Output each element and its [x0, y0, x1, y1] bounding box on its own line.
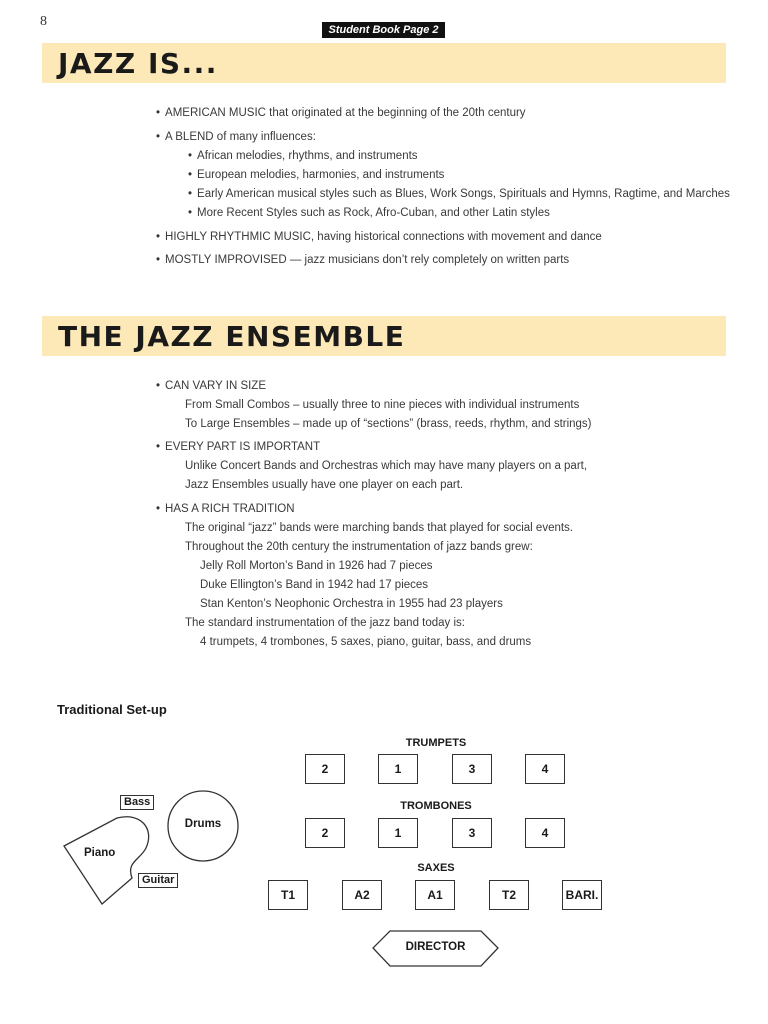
- jazz-is-heading: JAZZ IS...: [58, 47, 218, 80]
- list-item: The original “jazz” bands were marching bands that played for social events.: [185, 522, 574, 534]
- director-label: DIRECTOR: [405, 941, 466, 953]
- list-item: • AMERICAN MUSIC that originated at the beginning of the 20th century: [156, 107, 526, 119]
- book-page-tag: Student Book Page 2: [322, 22, 445, 38]
- list-item: • EVERY PART IS IMPORTANT: [156, 441, 320, 453]
- trombones-label: TROMBONES: [400, 800, 472, 812]
- list-item: Throughout the 20th century the instrumentation of jazz bands grew:: [185, 541, 533, 553]
- trumpet-seat-4: 4: [525, 754, 565, 784]
- sax-seat-a2: A2: [342, 880, 382, 910]
- list-item: • CAN VARY IN SIZE: [156, 380, 266, 392]
- list-item: • European melodies, harmonies, and instruments: [188, 169, 444, 181]
- list-item: Stan Kenton’s Neophonic Orchestra in 1955 had 23 players: [200, 598, 503, 610]
- list-item: Duke Ellington’s Band in 1942 had 17 pieces: [200, 579, 429, 591]
- trombone-seat-3: 3: [452, 818, 492, 848]
- list-item: • Early American musical styles such as Blues, Work Songs, Spirituals and Hymns, Ragtime, and Marches: [188, 188, 730, 200]
- trombone-seat-2: 2: [305, 818, 345, 848]
- bass-label: Bass: [120, 795, 154, 810]
- trumpets-label: TRUMPETS: [405, 737, 467, 749]
- drums-label: Drums: [184, 818, 222, 830]
- list-item: To Large Ensembles – made up of “sections” (brass, reeds, rhythm, and strings): [185, 418, 592, 430]
- sax-seat-t2: T2: [489, 880, 529, 910]
- trombone-seat-4: 4: [525, 818, 565, 848]
- piano-label: Piano: [84, 847, 116, 859]
- list-item: Jelly Roll Morton’s Band in 1926 had 7 pieces: [200, 560, 433, 572]
- trumpet-seat-1: 1: [378, 754, 418, 784]
- list-item: From Small Combos – usually three to nine pieces with individual instruments: [185, 399, 580, 411]
- list-item: • A BLEND of many influences:: [156, 131, 316, 143]
- piano-outline: [64, 817, 149, 904]
- guitar-label: Guitar: [138, 873, 178, 888]
- list-item: 4 trumpets, 4 trombones, 5 saxes, piano, guitar, bass, and drums: [200, 636, 532, 648]
- list-item: Unlike Concert Bands and Orchestras which may have many players on a part,: [185, 460, 588, 472]
- trumpet-seat-2: 2: [305, 754, 345, 784]
- sax-seat-a1: A1: [415, 880, 455, 910]
- jazz-ensemble-heading: THE JAZZ ENSEMBLE: [58, 320, 406, 353]
- sax-seat-t1: T1: [268, 880, 308, 910]
- list-item: • HIGHLY RHYTHMIC MUSIC, having historical connections with movement and dance: [156, 231, 602, 243]
- list-item: • MOSTLY IMPROVISED — jazz musicians don’t rely completely on written parts: [156, 254, 569, 266]
- list-item: The standard instrumentation of the jazz band today is:: [185, 617, 465, 629]
- sax-seat-bari: BARI.: [562, 880, 602, 910]
- trombone-seat-1: 1: [378, 818, 418, 848]
- trumpet-seat-3: 3: [452, 754, 492, 784]
- list-item: Jazz Ensembles usually have one player on each part.: [185, 479, 464, 491]
- setup-title: Traditional Set-up: [57, 702, 167, 717]
- page-number: 8: [40, 14, 47, 29]
- list-item: • African melodies, rhythms, and instruments: [188, 150, 418, 162]
- list-item: • More Recent Styles such as Rock, Afro-Cuban, and other Latin styles: [188, 207, 550, 219]
- saxes-label: SAXES: [417, 862, 455, 874]
- list-item: • HAS A RICH TRADITION: [156, 503, 295, 515]
